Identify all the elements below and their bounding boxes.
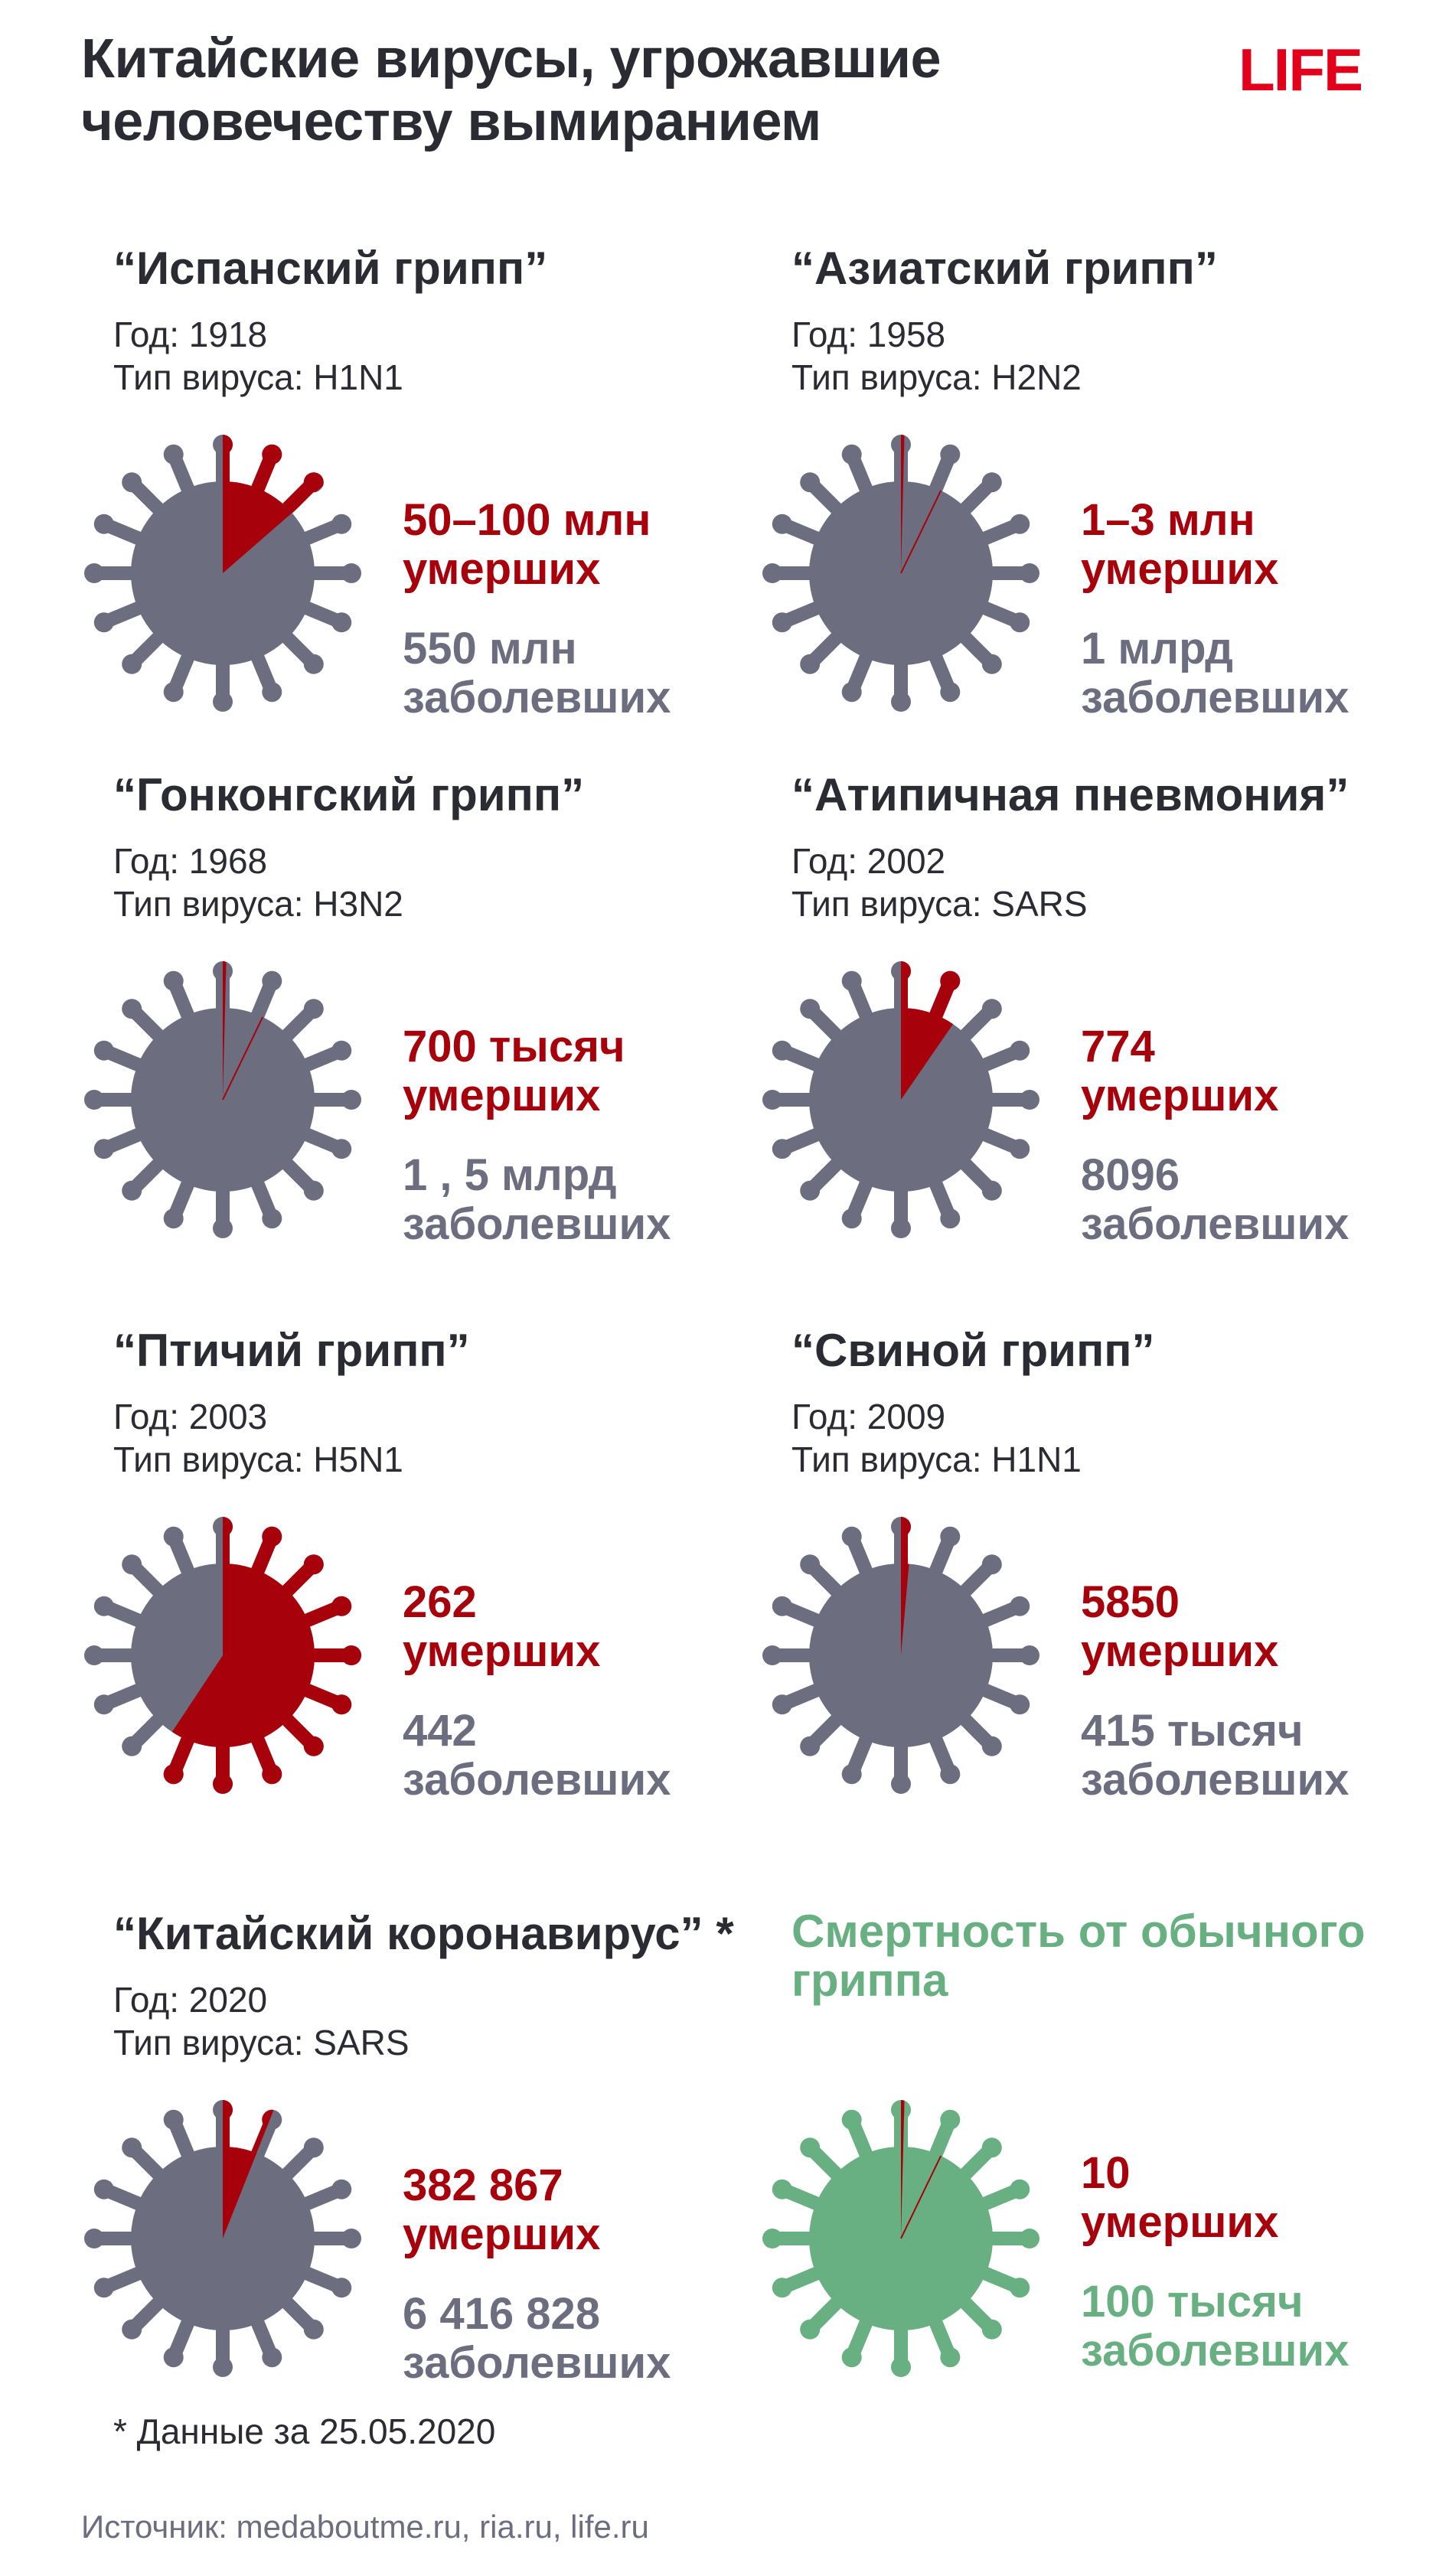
cases-label: заболевших <box>1081 1199 1350 1249</box>
virus-spike-tip <box>800 1736 820 1756</box>
life-logo: LIFE <box>1239 36 1362 103</box>
source-note: Источник: medaboutme.ru, ria.ru, life.ru <box>81 2509 649 2545</box>
panel-virus-type: Тип вируса: SARS <box>791 884 1088 924</box>
virus-spike-tip <box>122 2137 142 2157</box>
cases-label: заболевших <box>403 1755 671 1805</box>
cases-value: 442 <box>403 1706 477 1756</box>
panel-year: Год: 2020 <box>113 1980 268 2020</box>
cases-value: 8096 <box>1081 1150 1180 1200</box>
deaths-label: умерших <box>1081 1071 1279 1120</box>
virus-panel-seasonal-flu <box>759 1907 1436 2443</box>
virus-spike-tip <box>982 2137 1002 2157</box>
virus-spike-tip <box>1010 1596 1030 1616</box>
panel-virus-type: Тип вируса: H1N1 <box>113 357 403 397</box>
virus-spike-tip <box>940 2347 960 2367</box>
virus-spike-tip <box>842 682 862 702</box>
virus-spike-tip <box>262 1527 282 1547</box>
virus-spike-tip <box>164 1208 184 1228</box>
virus-spike-tip <box>304 2320 324 2340</box>
virus-spike-tip <box>1010 1139 1030 1159</box>
deaths-value: 10 <box>1081 2148 1131 2198</box>
virus-spike-tip <box>94 514 114 534</box>
cases-value: 415 тысяч <box>1081 1706 1304 1756</box>
virus-spike-tip <box>800 1554 820 1574</box>
virus-spike-tip <box>772 2278 792 2297</box>
deaths-label: умерших <box>1081 544 1279 594</box>
virus-spike-tip <box>84 563 104 583</box>
virus-pie-icon <box>759 432 1043 715</box>
deaths-label: умерших <box>403 1626 601 1676</box>
virus-pie-icon <box>81 1514 364 1797</box>
virus-spike-tip <box>982 1736 1002 1756</box>
deaths-value: 5850 <box>1081 1577 1180 1627</box>
virus-spike-tip <box>891 1218 911 1238</box>
virus-spike-tip <box>800 1181 820 1201</box>
virus-spike-tip <box>341 1090 361 1110</box>
virus-spike-tip <box>213 2357 233 2377</box>
virus-spike-tip <box>762 563 782 583</box>
cases-value: 1 , 5 млрд <box>403 1150 617 1200</box>
cases-label: заболевших <box>403 2338 671 2388</box>
deaths-value: 1–3 млн <box>1081 495 1255 545</box>
virus-spike-tip <box>772 1694 792 1714</box>
virus-pie-icon <box>759 1514 1043 1797</box>
footnote: * Данные за 25.05.2020 <box>113 2411 496 2451</box>
deaths-value: 50–100 млн <box>403 495 651 545</box>
virus-spike-tip <box>94 1041 114 1061</box>
virus-panel-asian-flu <box>759 242 1436 778</box>
virus-spike-tip <box>262 682 282 702</box>
virus-spike-tip <box>982 472 1002 492</box>
virus-pie-icon <box>81 958 364 1241</box>
virus-spike-tip <box>772 514 792 534</box>
virus-spike-tip <box>84 1090 104 1110</box>
virus-spike-tip <box>982 999 1002 1019</box>
virus-spike-tip <box>800 472 820 492</box>
virus-spike-tip <box>772 612 792 632</box>
virus-spike-tip <box>262 971 282 991</box>
virus-panel-bird-flu <box>81 1324 770 1860</box>
virus-spike-tip <box>772 1139 792 1159</box>
virus-spike-tip <box>1020 1090 1039 1110</box>
virus-spike-tip <box>842 1764 862 1784</box>
virus-spike-tip <box>331 2278 351 2297</box>
virus-spike-tip <box>1010 2180 1030 2199</box>
virus-spike-tip <box>94 1694 114 1714</box>
virus-spike-tip <box>772 1041 792 1061</box>
panel-title: Смертность от обычного гриппа <box>791 1906 1366 2006</box>
virus-spike-tip <box>122 999 142 1019</box>
virus-pie-icon <box>759 958 1043 1241</box>
virus-spike-tip <box>164 682 184 702</box>
virus-spike-tip <box>304 2137 324 2157</box>
virus-spike-tip <box>772 1596 792 1616</box>
virus-spike-tip <box>1020 563 1039 583</box>
virus-spike-tip <box>94 612 114 632</box>
virus-panel-hongkong-flu <box>81 768 770 1304</box>
virus-spike-tip <box>940 1764 960 1784</box>
virus-spike-tip <box>262 1208 282 1228</box>
deaths-label: умерших <box>403 1071 601 1120</box>
virus-spike-tip <box>331 612 351 632</box>
virus-spike-tip <box>1010 1694 1030 1714</box>
virus-spike-tip <box>164 445 184 465</box>
panel-virus-type: Тип вируса: SARS <box>113 2023 410 2062</box>
cases-value: 1 млрд <box>1081 624 1233 673</box>
virus-pie-icon <box>759 2097 1043 2380</box>
virus-spike-tip <box>940 2110 960 2130</box>
panel-title: “Испанский грипп” <box>113 243 548 294</box>
virus-spike-tip <box>331 1596 351 1616</box>
virus-spike-tip <box>842 1527 862 1547</box>
virus-spike-tip <box>1020 2229 1039 2248</box>
panel-title: “Птичий грипп” <box>113 1325 470 1376</box>
panel-year: Год: 2009 <box>791 1397 946 1436</box>
deaths-label: умерших <box>403 544 601 594</box>
panel-title: “Азиатский грипп” <box>791 243 1218 294</box>
virus-spike-tip <box>164 971 184 991</box>
virus-spike-tip <box>341 563 361 583</box>
cases-label: заболевших <box>403 673 671 722</box>
virus-spike-tip <box>164 2347 184 2367</box>
virus-panel-coronavirus <box>81 1907 770 2443</box>
virus-spike-tip <box>800 654 820 674</box>
virus-spike-tip <box>84 1645 104 1665</box>
virus-spike-tip <box>762 2229 782 2248</box>
virus-pie-icon <box>81 2097 364 2380</box>
virus-spike-tip <box>772 2180 792 2199</box>
virus-spike-tip <box>262 2347 282 2367</box>
virus-spike-tip <box>304 654 324 674</box>
virus-spike-tip <box>1020 1645 1039 1665</box>
virus-spike-tip <box>762 1645 782 1665</box>
virus-spike-tip <box>1010 514 1030 534</box>
panel-year: Год: 2002 <box>791 841 946 881</box>
panel-title: “Атипичная пневмония” <box>791 769 1350 820</box>
panel-year: Год: 1958 <box>791 315 946 354</box>
virus-spike-tip <box>891 1774 911 1794</box>
virus-spike-tip <box>1010 612 1030 632</box>
virus-spike-tip <box>304 1181 324 1201</box>
virus-spike-tip <box>213 692 233 712</box>
virus-spike-tip <box>341 1645 361 1665</box>
virus-spike-tip <box>1010 1041 1030 1061</box>
virus-panel-spanish-flu <box>81 242 770 778</box>
cases-label: заболевших <box>1081 673 1350 722</box>
virus-spike-tip <box>164 1764 184 1784</box>
cases-label: заболевших <box>403 1199 671 1249</box>
panel-title: “Свиной грипп” <box>791 1325 1155 1376</box>
virus-spike-tip <box>940 445 960 465</box>
deaths-label: умерших <box>403 2209 601 2259</box>
virus-spike-tip <box>982 654 1002 674</box>
deaths-label: умерших <box>1081 2197 1279 2247</box>
virus-spike-tip <box>94 1139 114 1159</box>
virus-spike-tip <box>800 999 820 1019</box>
cases-value: 6 416 828 <box>403 2289 601 2339</box>
virus-spike-tip <box>982 1181 1002 1201</box>
virus-spike-tip <box>982 2320 1002 2340</box>
virus-spike-tip <box>331 1694 351 1714</box>
virus-spike-tip <box>304 1554 324 1574</box>
deaths-value: 262 <box>403 1577 477 1627</box>
virus-spike-tip <box>842 1208 862 1228</box>
virus-spike-tip <box>122 1181 142 1201</box>
virus-spike-tip <box>891 692 911 712</box>
virus-spike-tip <box>982 1554 1002 1574</box>
panel-title: “Гонконгский грипп” <box>113 769 585 820</box>
virus-spike-tip <box>122 472 142 492</box>
panel-year: Год: 1918 <box>113 315 268 354</box>
virus-spike-tip <box>762 1090 782 1110</box>
virus-spike-tip <box>94 1596 114 1616</box>
deaths-value: 774 <box>1081 1022 1155 1071</box>
virus-pie-icon <box>81 432 364 715</box>
virus-spike-tip <box>800 2320 820 2340</box>
deaths-value: 700 тысяч <box>403 1022 625 1071</box>
panel-virus-type: Тип вируса: H5N1 <box>113 1440 403 1479</box>
virus-spike-tip <box>84 2229 104 2248</box>
virus-spike-tip <box>122 654 142 674</box>
virus-spike-tip <box>94 2278 114 2297</box>
cases-label: заболевших <box>1081 1755 1350 1805</box>
panel-virus-type: Тип вируса: H2N2 <box>791 357 1082 397</box>
deaths-value: 382 867 <box>403 2160 563 2210</box>
virus-spike-tip <box>262 445 282 465</box>
virus-spike-tip <box>940 1208 960 1228</box>
virus-spike-tip <box>122 1736 142 1756</box>
virus-spike-tip <box>262 1764 282 1784</box>
virus-spike-tip <box>1010 2278 1030 2297</box>
deaths-label: умерших <box>1081 1626 1279 1676</box>
virus-spike-tip <box>331 2180 351 2199</box>
panel-year: Год: 2003 <box>113 1397 268 1436</box>
virus-spike-tip <box>331 514 351 534</box>
cases-label: заболевших <box>1081 2326 1350 2375</box>
virus-spike-tip <box>122 1554 142 1574</box>
panel-title: “Китайский коронавирус” * <box>113 1908 734 1959</box>
virus-panel-swine-flu <box>759 1324 1436 1860</box>
panel-virus-type: Тип вируса: H3N2 <box>113 884 403 924</box>
virus-panel-sars <box>759 768 1436 1304</box>
virus-spike-tip <box>891 2357 911 2377</box>
virus-spike-tip <box>842 971 862 991</box>
virus-spike-tip <box>341 2229 361 2248</box>
page-title: Китайские вирусы, угрожавшие человечеству вымиранием <box>81 28 942 152</box>
virus-spike-tip <box>213 1774 233 1794</box>
virus-spike-tip <box>304 999 324 1019</box>
virus-spike-tip <box>304 1736 324 1756</box>
virus-spike-tip <box>331 1041 351 1061</box>
virus-spike-tip <box>940 971 960 991</box>
virus-spike-tip <box>842 445 862 465</box>
virus-spike-tip <box>842 2347 862 2367</box>
virus-spike-tip <box>94 2180 114 2199</box>
virus-spike-tip <box>213 1218 233 1238</box>
virus-spike-tip <box>940 1527 960 1547</box>
virus-spike-tip <box>331 1139 351 1159</box>
virus-spike-tip <box>164 1527 184 1547</box>
cases-value: 100 тысяч <box>1081 2277 1304 2327</box>
cases-value: 550 млн <box>403 624 577 673</box>
virus-spike-tip <box>122 2320 142 2340</box>
virus-spike-tip <box>940 682 960 702</box>
panel-virus-type: Тип вируса: H1N1 <box>791 1440 1082 1479</box>
panel-year: Год: 1968 <box>113 841 268 881</box>
virus-spike-tip <box>800 2137 820 2157</box>
virus-spike-tip <box>842 2110 862 2130</box>
virus-spike-tip <box>164 2110 184 2130</box>
